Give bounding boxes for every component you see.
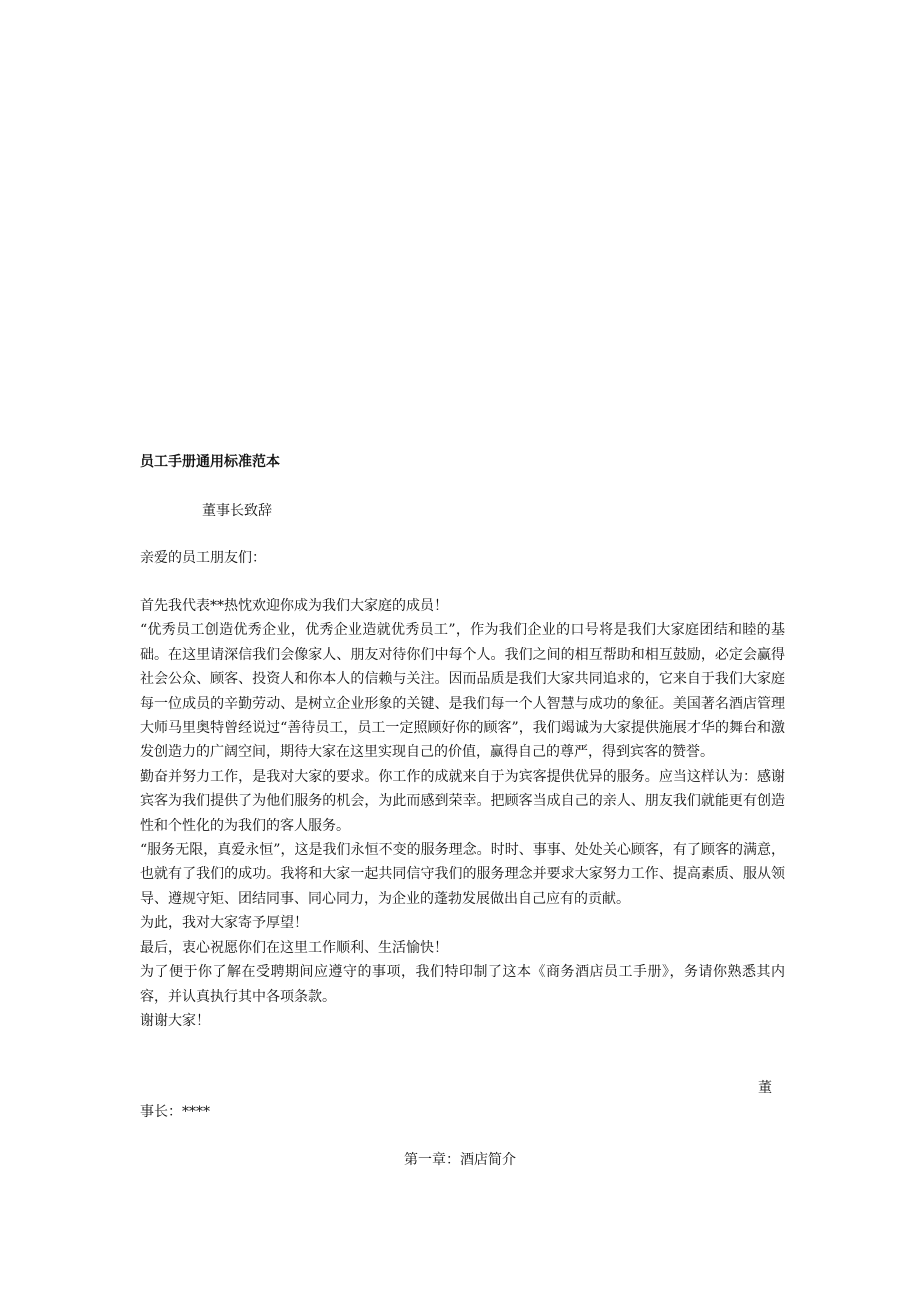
greeting-line: 亲爱的员工朋友们： (140, 550, 266, 566)
chapter-heading: 第一章：酒店简介 (404, 1152, 516, 1168)
signature-line-1: 董 (758, 1080, 772, 1096)
speech-body (140, 594, 785, 1033)
paragraph-slogan: “优秀员工创造优秀企业，优秀企业造就优秀员工”，作为我们企业的口号将是我们大家庭团结和睦的基础。在这里请深信我们会像家人、朋友对待你们中每个人。我们之间的相互帮助和相互鼓励，必定会赢得社会公众、顾客、投资人和你本人的信赖与关注。因而品质是我们大家共同追求的，它来自于我们大家庭每一位成员的辛勤劳动、是树立企业形象的关键、是我们每一个人智慧与成功的象征。美国著名酒店管理大师马里奥特曾经说过“善待员工，员工一定照顾好你的顾客”，我们竭诚为大家提供施展才华的舞台和激发创造力的广阔空间，期待大家在这里实现自己的价值，赢得自己的尊严，得到宾客的赞誉。 (140, 622, 785, 761)
paragraph-service-philosophy: “服务无限，真爱永恒”，这是我们永恒不变的服务理念。时时、事事、处处关心顾客，有了顾客的满意，也就有了我们的成功。我将和大家一起共同信守我们的服务理念并要求大家努力工作、提高素质、服从领导、遵规守矩、团结同事、同心同力，为企业的蓬勃发展做出自己应有的贡献。 (140, 842, 785, 907)
paragraph-expectation: 为此，我对大家寄予厚望！ (140, 915, 308, 932)
paragraph-thanks: 谢谢大家！ (140, 1012, 210, 1029)
document-title: 员工手册通用标准范本 (140, 454, 280, 470)
paragraph-welcome: 首先我代表**热忱欢迎你成为我们大家庭的成员！ (140, 598, 448, 614)
signature-line-2: 事长：**** (140, 1104, 210, 1120)
paragraph-diligence: 勤奋并努力工作，是我对大家的要求。你工作的成就来自于为宾客提供优异的服务。应当这样认为：感谢宾客为我们提供了为他们服务的机会，为此而感到荣幸。把顾客当成自己的亲人、朋友我们就能更有创造性和个性化的为我们的客人服务。 (140, 768, 785, 834)
speech-heading: 董事长致辞 (202, 503, 272, 519)
paragraph-handbook-note: 为了便于你了解在受聘期间应遵守的事项，我们特印制了这本《商务酒店员工手册》，务请你熟悉其内容，并认真执行其中各项条款。 (140, 964, 785, 1005)
paragraph-wishes: 最后，衷心祝愿你们在这里工作顺利、生活愉快！ (140, 939, 448, 956)
